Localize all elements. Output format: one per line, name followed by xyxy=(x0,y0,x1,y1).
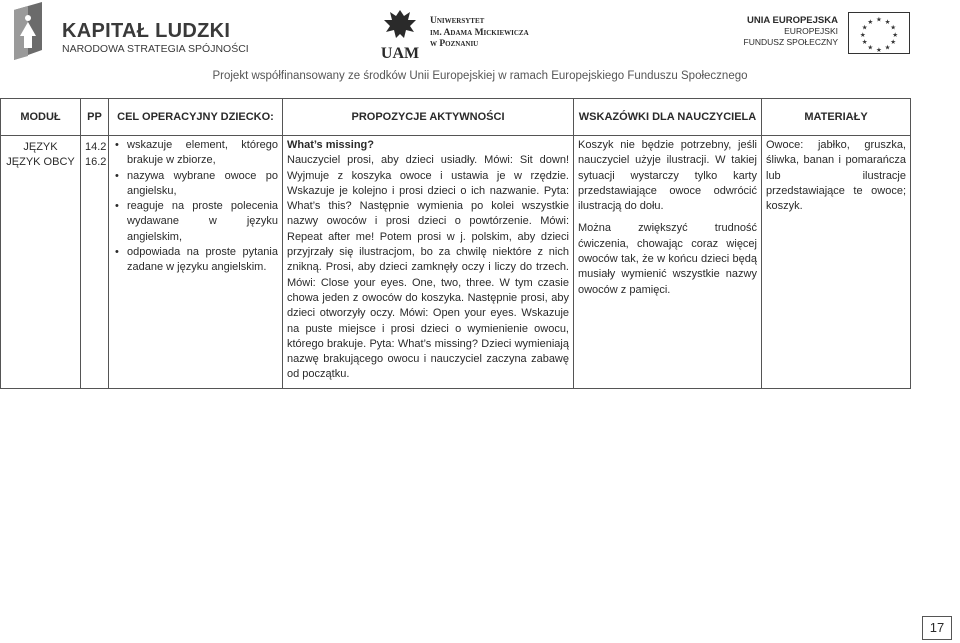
svg-text:★: ★ xyxy=(861,38,868,46)
uam-line: im. Adama Mickiewicza xyxy=(430,27,529,38)
kapital-ludzki-logo xyxy=(6,2,249,62)
uam-name xyxy=(430,16,529,51)
table-row xyxy=(1,136,911,389)
goal-item: • nazywa wybrane owoce po angielsku, xyxy=(127,169,278,200)
header-pp: PP xyxy=(81,99,109,136)
tip-text: Koszyk nie będzie potrzebny, jeśli nauczyciel użyje ilustracji. W takiej sytuacji wystarczy tylko karty przedstawiające owoce odwrócić ilustracją do dołu. xyxy=(578,139,757,213)
svg-text:UAM: UAM xyxy=(380,45,420,62)
modul-line: JĘZYK xyxy=(23,141,58,153)
pp-line: 14.2 xyxy=(85,141,107,153)
uam-line: Uniwersytet xyxy=(430,16,485,26)
activity-text: Nauczyciel prosi, aby dzieci usiadły. Mówi: Sit down! Wyjmuje z koszyka owoce i ustawia je w rzędzie. Wskazuje je kolejno i prosi dzieci o ich nazwanie. Pyta: What’s this? Następnie wymienia po kolei wszystkie nazwy owoców i prosi dzieci o powtórzenie. Mówi: Repeat after me! Potem prosi w j. polskim, aby dzieci przyjrzały się ilustracjom, bo za chwilę niektóre z nich znikną. Prosi, aby dzieci zamknęły oczy i liczy do trzech. Mówi: Close your eyes. One, two, three. W tym czasie chowa jeden z owoców do koszyka. Następnie prosi, aby dzieci otworzyły oczy. Mówi: Open your eyes. Wskazuje na puste miejsce i prosi dzieci o wymienienie owocu, którego brakuje. Pyta: What’s missing? Dzieci wymieniają nazwę brakującego owocu i nauczyciel zaczyna zabawę od początku. xyxy=(287,154,569,381)
eu-line: FUNDUSZ SPOŁECZNY xyxy=(743,37,838,47)
uam-line: w Poznaniu xyxy=(430,39,479,49)
svg-text:★: ★ xyxy=(892,31,899,39)
svg-text:★: ★ xyxy=(861,24,868,32)
pp-line: 16.2 xyxy=(85,156,107,169)
cell-pp xyxy=(81,136,109,389)
svg-text:★: ★ xyxy=(859,31,866,39)
cell-cel xyxy=(109,136,283,389)
goal-item: • reaguje na proste polecenia wydawane w języku angielskim, xyxy=(127,199,278,245)
svg-text:★: ★ xyxy=(890,24,897,32)
kapital-ludzki-emblem-icon xyxy=(6,2,50,62)
cell-materialy xyxy=(762,136,911,389)
svg-text:★: ★ xyxy=(876,16,882,24)
cell-wskazowki xyxy=(574,136,762,389)
kapital-ludzki-subtitle: NARODOWA STRATEGIA SPÓJNOŚCI xyxy=(62,43,249,55)
cell-modul xyxy=(1,136,81,389)
eu-logo xyxy=(743,10,910,58)
tip-text: Można zwiększyć trudność ćwiczenia, chowając coraz więcej owoców tak, że w końcu dzieci będą musiały wymienić wszystkie nazwy owoców z pamięci. xyxy=(578,222,757,296)
cell-propozycje xyxy=(283,136,574,389)
svg-text:★: ★ xyxy=(867,44,874,52)
materials-text: Owoce: jabłko, gruszka, śliwka, banan i pomarańcza lub ilustracje przedstawiające te owoce; koszyk. xyxy=(766,139,906,213)
eu-line: EUROPEJSKI xyxy=(784,26,838,36)
goals-list xyxy=(113,138,278,276)
page-number: 17 xyxy=(922,616,952,640)
uam-crest-icon xyxy=(380,8,420,62)
uam-logo xyxy=(380,8,550,62)
goal-item: • odpowiada na proste pytania zadane w języku angielskim. xyxy=(127,245,278,276)
modul-line: JĘZYK OBCY xyxy=(6,156,75,169)
table-header-row xyxy=(1,99,911,136)
eu-text xyxy=(744,15,838,48)
header-modul: MODUŁ xyxy=(1,99,81,136)
eu-flag-icon xyxy=(848,12,910,54)
header-wskazowki: WSKAZÓWKI DLA NAUCZYCIELA xyxy=(574,99,762,136)
header-cel: CEL OPERACYJNY DZIECKO: xyxy=(109,99,283,136)
eu-line: UNIA EUROPEJSKA xyxy=(747,15,838,26)
svg-text:★: ★ xyxy=(890,38,897,46)
header-propozycje: PROPOZYCJE AKTYWNOŚCI xyxy=(283,99,574,136)
svg-text:★: ★ xyxy=(884,18,891,26)
kapital-ludzki-title: KAPITAŁ LUDZKI xyxy=(62,20,231,42)
header-materialy: MATERIAŁY xyxy=(762,99,911,136)
svg-text:★: ★ xyxy=(884,44,891,52)
activity-table xyxy=(0,98,911,389)
activity-title: What’s missing? xyxy=(287,139,374,151)
goal-item: • wskazuje element, którego brakuje w zbiorze, xyxy=(127,138,278,169)
svg-text:★: ★ xyxy=(876,47,882,54)
svg-text:★: ★ xyxy=(867,18,874,26)
project-funding-line: Projekt współfinansowany ze środków Unii Europejskiej w ramach Europejskiego Funduszu Społecznego xyxy=(212,70,748,82)
